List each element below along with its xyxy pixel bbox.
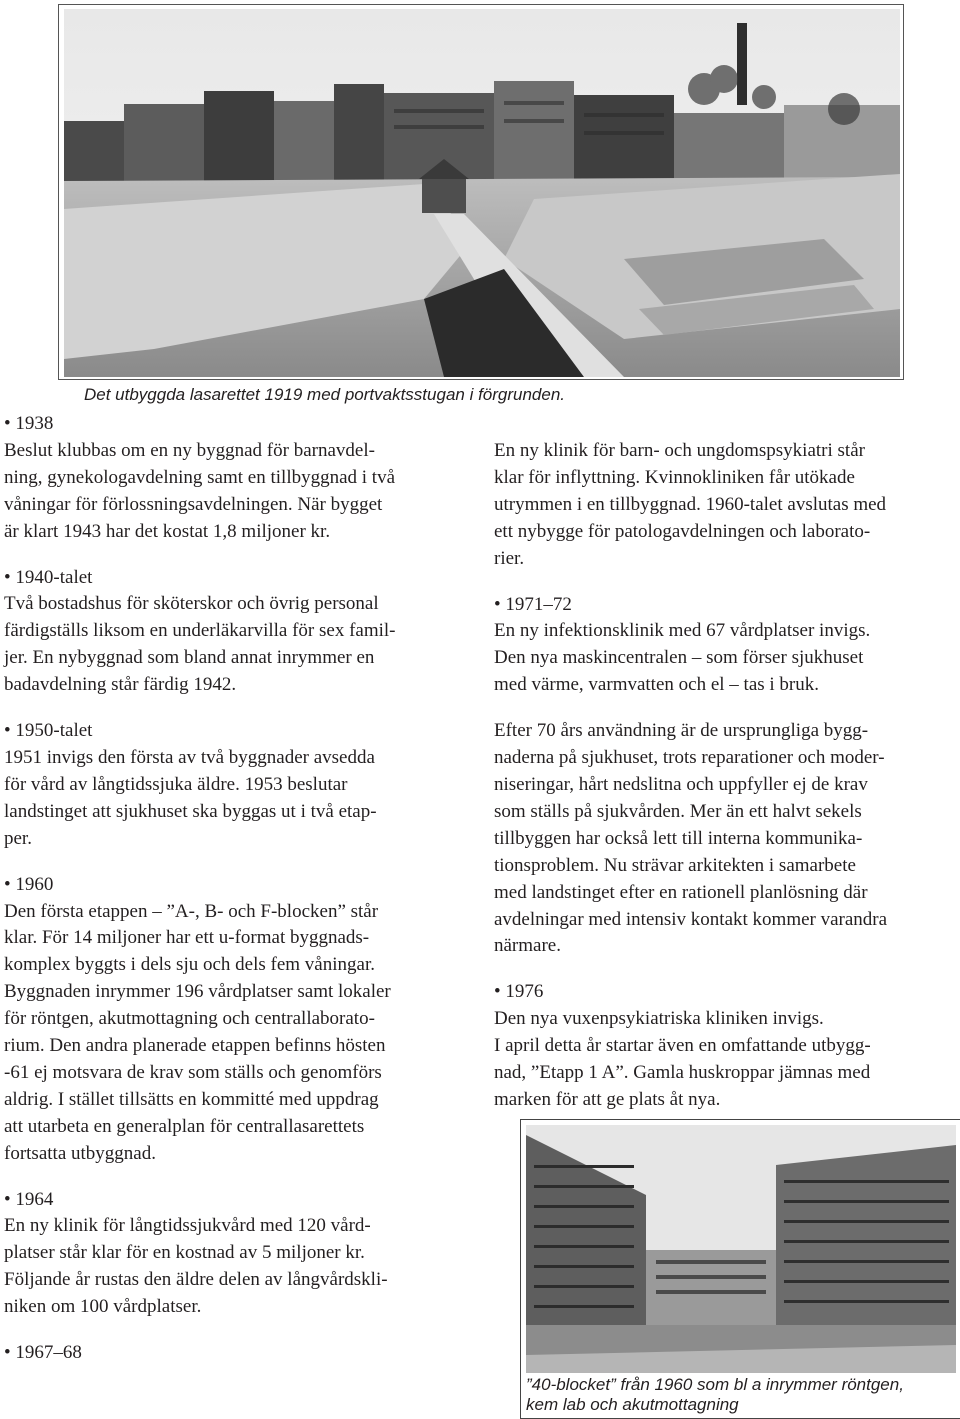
section-1940-heading: • 1940-talet	[4, 566, 93, 588]
section-1950-line: 1951 invigs den första av två byggnader avsedda	[4, 746, 375, 768]
section-1960-line: Den första etappen – ”A-, B- och F-blocken” står	[4, 900, 379, 922]
photo1-caption: Det utbyggda lasarettet 1919 med portvaktsstugan i förgrunden.	[84, 385, 566, 404]
intro-line: klar för inflyttning. Kvinnokliniken får utökade	[494, 466, 855, 488]
after70-line: niseringar, hårt nedslitna och uppfyller ej de krav	[494, 773, 868, 795]
section-1971-line: Den nya maskincentralen – som förser sjukhuset	[494, 647, 864, 669]
section-1940-line: jer. En nybyggnad som bland annat inrymmer en	[4, 647, 375, 669]
after70-line: avdelningar med intensiv kontakt kommer varandra	[494, 908, 888, 930]
photo2-caption	[526, 1375, 956, 1415]
section-1960-heading: • 1960	[4, 873, 54, 895]
section-1971-heading: • 1971–72	[494, 593, 572, 615]
intro-line: En ny klinik för barn- och ungdomspsykiatri står	[494, 440, 865, 461]
after70-line: närmare.	[494, 935, 561, 957]
section-1976-line: I april detta år startar även en omfattande utbygg-	[494, 1035, 871, 1057]
after70-line: som ställs på sjukvården. Mer än ett halvt sekels	[494, 800, 862, 822]
section-1960-line: för röntgen, akutmottagning och centrallaborato-	[4, 1008, 375, 1030]
section-1976-line: Den nya vuxenpsykiatriska kliniken invigs.	[494, 1008, 824, 1030]
section-1960-line: komplex byggts i dels sju och dels fem våningar.	[4, 954, 375, 976]
section-1971-line: med värme, varmvatten och el – tas i bruk.	[494, 674, 820, 696]
section-1964-line: Följande år rustas den äldre delen av långvårdskli-	[4, 1269, 388, 1291]
after70-line: med landstinget efter en rationell planlösning där	[494, 881, 868, 903]
section-1938-line: Beslut klubbas om en ny byggnad för barnavdel-	[4, 439, 375, 461]
section-1960-line: Byggnaden inrymmer 196 vårdplatser samt lokaler	[4, 981, 391, 1003]
section-1960-line: aldrig. I stället tillsätts en kommitté med uppdrag	[4, 1088, 379, 1110]
section-1938-line: våningar för förlossningsavdelningen. När bygget	[4, 493, 383, 515]
section-1950-line: per.	[4, 827, 32, 849]
section-1960-line: klar. För 14 miljoner har ett u-format byggnads-	[4, 927, 370, 949]
section-1971-line: En ny infektionsklinik med 67 vårdplatser invigs.	[494, 620, 871, 642]
left-column	[4, 411, 466, 1367]
section-1940-line: badavdelning står färdig 1942.	[4, 674, 237, 696]
section-1960-line: att utarbeta en generalplan för centrallasarettets	[4, 1115, 365, 1137]
section-1960-line: rium. Den andra planerade etappen befinns hösten	[4, 1035, 386, 1057]
right-column	[494, 438, 960, 1114]
section-1960-line: -61 ej motsvara de krav som ställs och genomförs	[4, 1061, 382, 1083]
section-1938-line: ning, gynekologavdelning samt en tillbyggnad i två	[4, 466, 396, 488]
section-1938-line: är klart 1943 har det kostat 1,8 miljoner kr.	[4, 520, 331, 542]
section-1964-line: niken om 100 vårdplatser.	[4, 1296, 202, 1318]
section-1950-heading: • 1950-talet	[4, 720, 93, 742]
photo2-caption-line: ”40-blocket” från 1960 som bl a inrymmer röntgen,	[526, 1375, 904, 1394]
section-1976-heading: • 1976	[494, 981, 544, 1003]
section-1964-heading: • 1964	[4, 1188, 54, 1210]
section-1976-line: nad, ”Etapp 1 A”. Gamla huskroppar jämnas med	[494, 1062, 871, 1084]
block-40-photo	[520, 1119, 960, 1419]
section-1960-line: fortsatta utbyggnad.	[4, 1142, 156, 1164]
after70-line: tillbyggen har också lett till interna kommunika-	[494, 827, 863, 849]
intro-line: utrymmen i en tillbyggnad. 1960-talet avslutas med	[494, 493, 887, 515]
intro-line: ett nybygge för patologavdelningen och laborato-	[494, 520, 871, 542]
after70-line: naderna på sjukhuset, trots reparationer och moder-	[494, 747, 885, 769]
block-40-photo-image	[526, 1125, 956, 1373]
photo2-caption-line: kem lab och akutmottagning	[526, 1395, 739, 1414]
section-1938-heading: • 1938	[4, 413, 54, 434]
section-1940-line: Två bostadshus för sköterskor och övrig personal	[4, 593, 379, 615]
section-1940-line: färdigställs liksom en underläkarvilla för sex famil-	[4, 620, 396, 642]
section-1976-line: marken för att ge plats åt nya.	[494, 1088, 721, 1110]
section-1950-line: för vård av långtidssjuka äldre. 1953 beslutar	[4, 773, 348, 795]
after70-line: Efter 70 års användning är de ursprungliga bygg-	[494, 720, 869, 742]
section-1964-line: En ny klinik för långtidssjukvård med 120 vård-	[4, 1215, 371, 1237]
after70-line: tionsproblem. Nu strävar arkitekten i samarbete	[494, 854, 856, 876]
section-1967-heading: • 1967–68	[4, 1342, 82, 1364]
section-1964-line: platser står klar för en kostnad av 5 miljoner kr.	[4, 1242, 365, 1264]
historic-hospital-photo	[58, 4, 904, 380]
section-1950-line: landstinget att sjukhuset ska byggas ut i två etap-	[4, 800, 377, 822]
historic-hospital-photo-image	[64, 9, 900, 377]
intro-line: rier.	[494, 547, 525, 569]
